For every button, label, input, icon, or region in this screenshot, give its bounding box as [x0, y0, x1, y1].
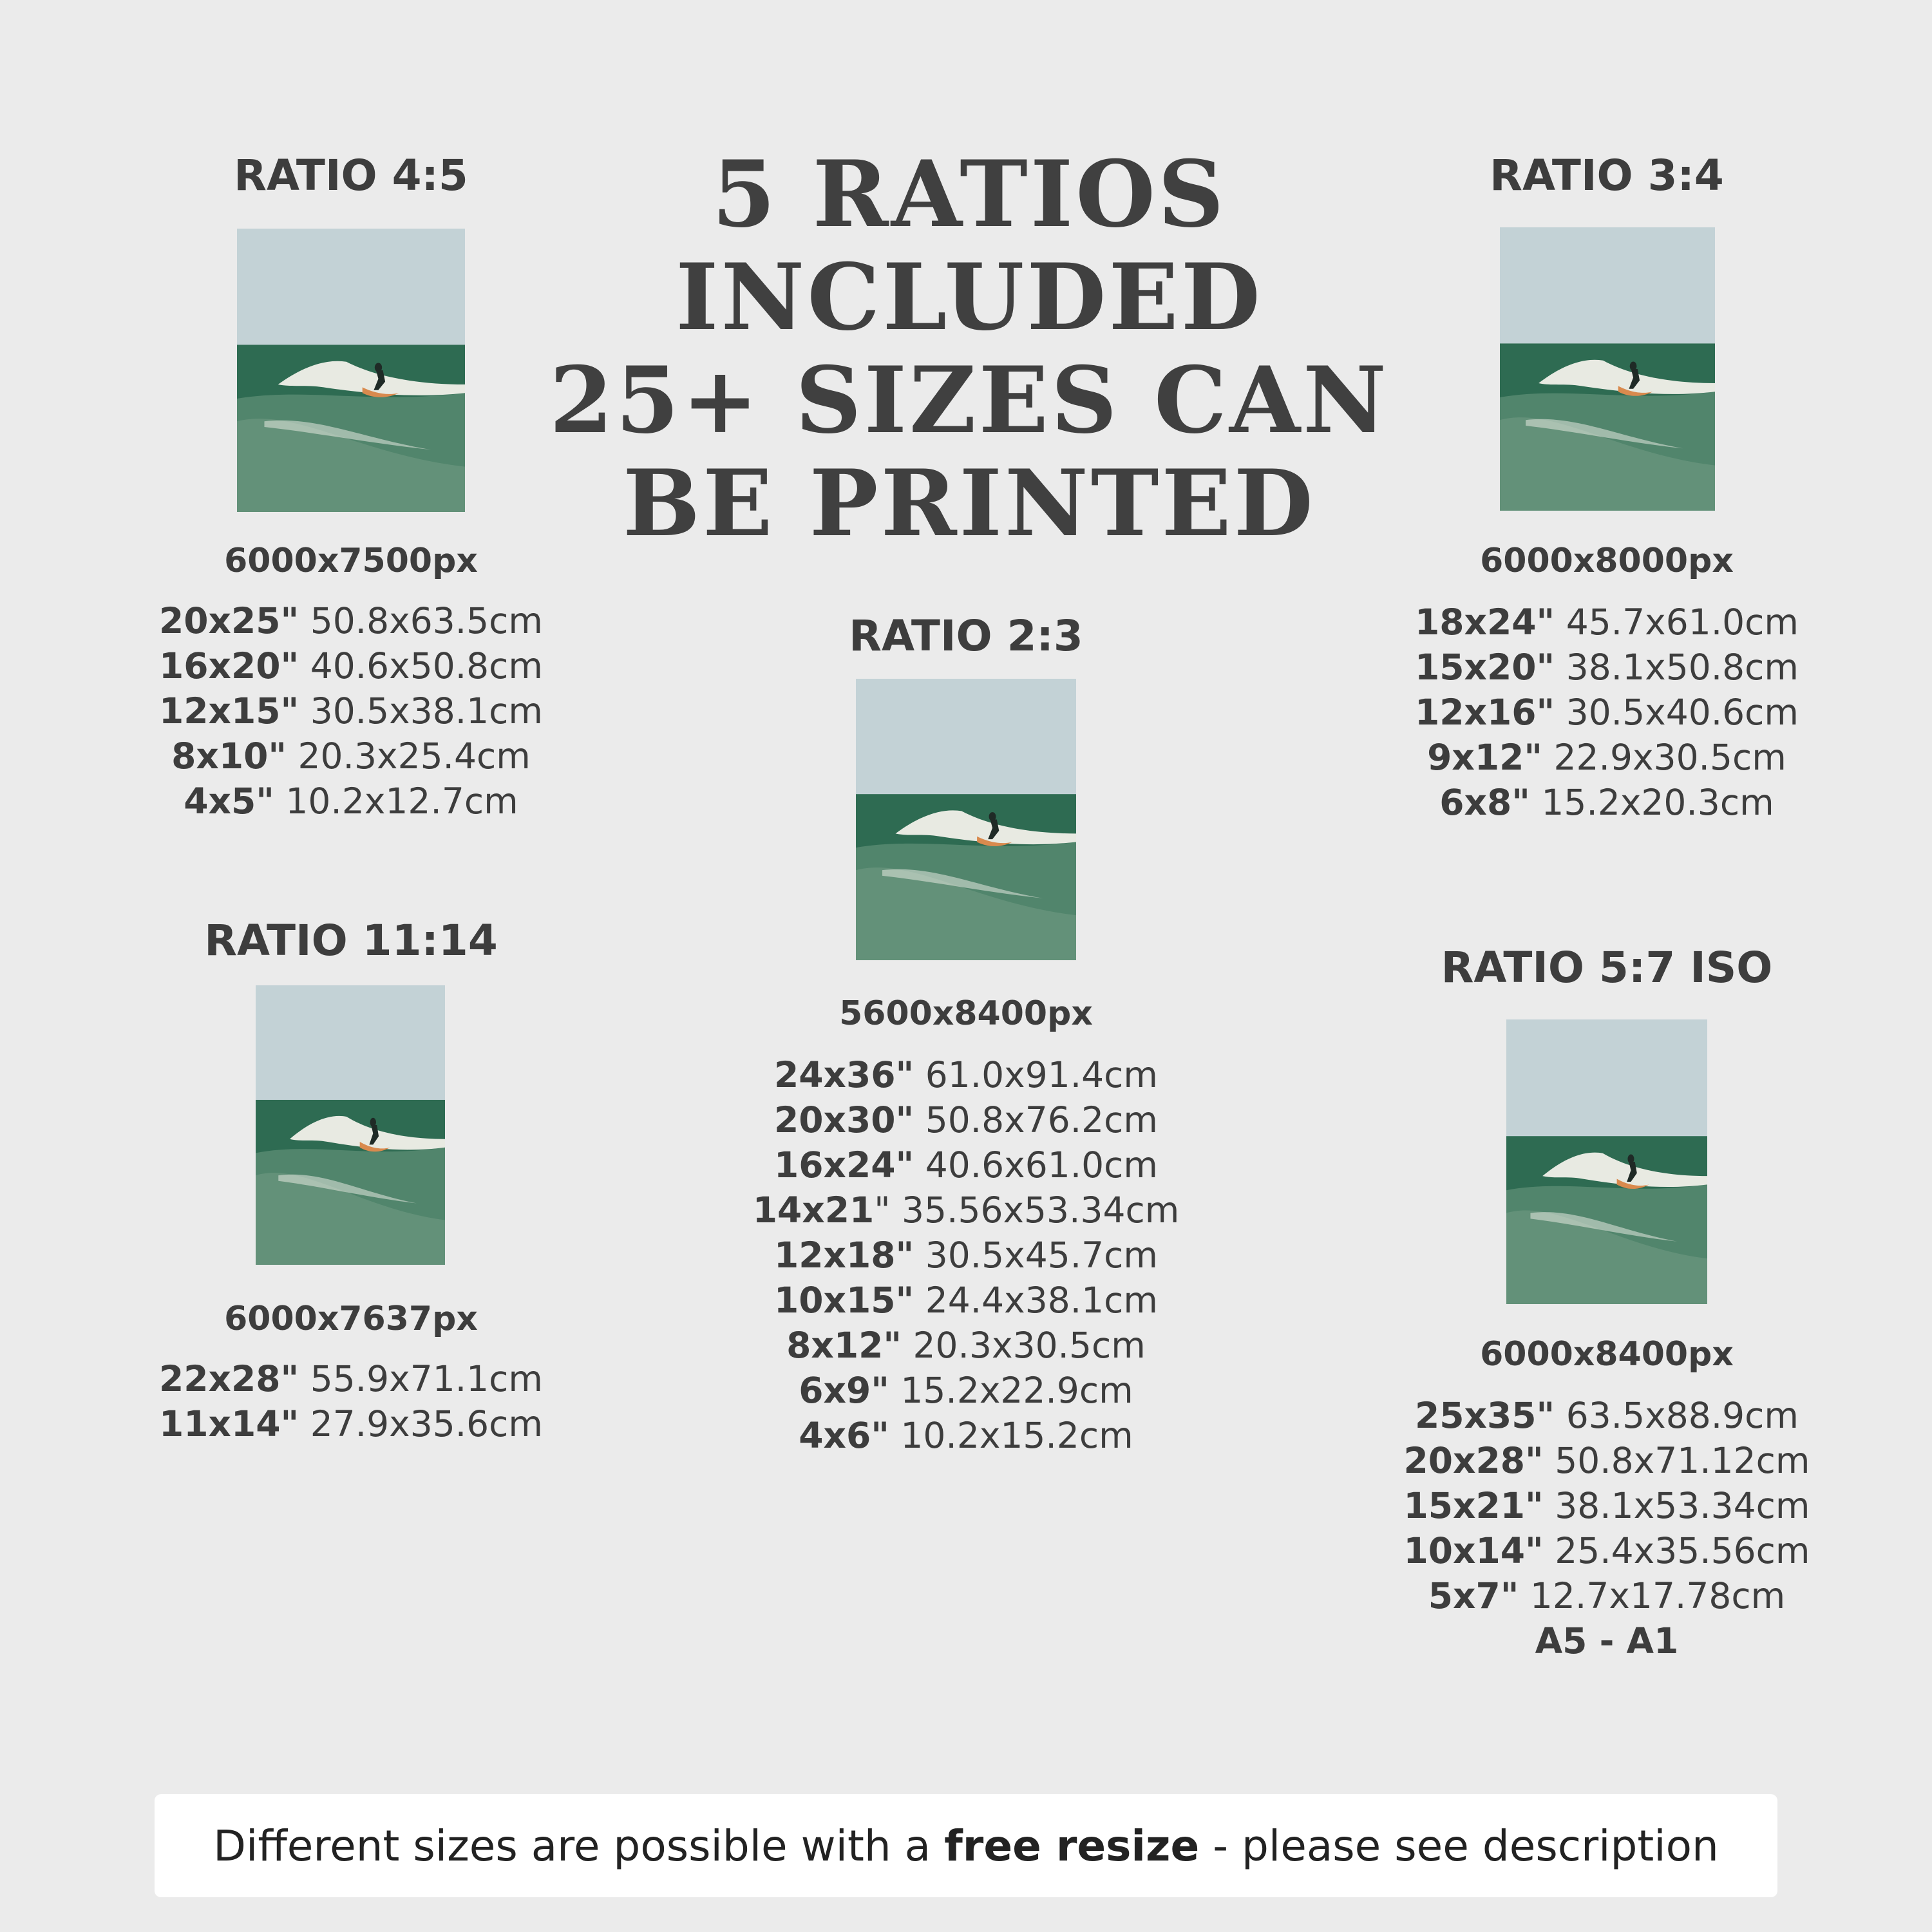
- size-cm: 63.5x88.9cm: [1555, 1395, 1799, 1436]
- ratio-title: RATIO 3:4: [1490, 151, 1724, 200]
- size-cm: 20.3x30.5cm: [902, 1325, 1146, 1366]
- size-cm: 55.9x71.1cm: [299, 1358, 543, 1399]
- size-inches: 20x25": [159, 600, 299, 641]
- headline: [528, 143, 1410, 555]
- size-cm: 40.6x61.0cm: [914, 1144, 1158, 1186]
- pixel-dimensions: 6000x8000px: [1480, 542, 1734, 580]
- size-inches: 4x6": [799, 1415, 889, 1456]
- size-row: [1365, 780, 1848, 825]
- artwork-preview: [1500, 227, 1715, 511]
- size-cm: 22.9x30.5cm: [1542, 737, 1786, 778]
- footer-text-bold: free resize: [944, 1821, 1200, 1871]
- size-inches: 11x14": [159, 1403, 299, 1444]
- size-cm: 10.2x15.2cm: [889, 1415, 1133, 1456]
- size-row: [109, 779, 592, 824]
- size-inches: 20x28": [1403, 1440, 1544, 1481]
- artwork-preview: [1506, 1019, 1707, 1304]
- artwork-preview: [856, 679, 1076, 960]
- size-row: [724, 1323, 1208, 1368]
- size-row: [1365, 645, 1848, 690]
- ratio-title: RATIO 4:5: [234, 151, 468, 200]
- size-inches: 16x24": [774, 1144, 914, 1186]
- headline-line: BE PRINTED: [623, 450, 1316, 557]
- ratio-3-4-section: [1365, 151, 1848, 200]
- ratio-title: RATIO 2:3: [849, 611, 1083, 661]
- footer-text-before: Different sizes are possible with a: [213, 1821, 945, 1871]
- size-list: [1365, 1393, 1848, 1663]
- size-inches: 12x18": [774, 1235, 914, 1276]
- headline-line: INCLUDED: [676, 244, 1263, 351]
- size-row: [109, 688, 592, 734]
- size-row: [109, 643, 592, 688]
- size-cm: 10.2x12.7cm: [274, 781, 518, 822]
- ratio-5-7-details: [1365, 1335, 1848, 1663]
- artwork-preview: [237, 229, 465, 512]
- size-inches: 10x15": [774, 1280, 914, 1321]
- size-inches: 8x10": [171, 735, 287, 777]
- size-cm: 27.9x35.6cm: [299, 1403, 543, 1444]
- size-inches: 5x7": [1428, 1575, 1519, 1616]
- headline-line: 5 RATIOS: [712, 141, 1227, 248]
- pixel-dimensions: 6000x7637px: [224, 1300, 478, 1338]
- size-inches: 9x12": [1427, 737, 1543, 778]
- size-inches: 12x16": [1415, 692, 1555, 733]
- size-inches: 14x21: [752, 1189, 875, 1231]
- size-row: [724, 1278, 1208, 1323]
- size-inches: 6x8": [1439, 782, 1530, 823]
- size-row: [1365, 1573, 1848, 1618]
- size-inches: 22x28": [159, 1358, 299, 1399]
- size-inches: 25x35": [1415, 1395, 1555, 1436]
- size-cm: 30.5x38.1cm: [299, 690, 543, 732]
- iso-range: A5 - A1: [1535, 1620, 1679, 1662]
- size-row: [1365, 690, 1848, 735]
- size-cm: 38.1x53.34cm: [1543, 1485, 1810, 1526]
- ratio-3-4-details: [1365, 544, 1848, 825]
- surf-artwork: [237, 229, 465, 512]
- size-cm: " 35.56x53.34cm: [874, 1189, 1180, 1231]
- size-list: [109, 1356, 592, 1446]
- size-cm: 45.7x61.0cm: [1555, 601, 1799, 643]
- size-row: [109, 1356, 592, 1401]
- size-cm: 50.8x71.12cm: [1543, 1440, 1810, 1481]
- size-list: [724, 1052, 1208, 1458]
- size-cm: 61.0x91.4cm: [914, 1054, 1158, 1095]
- ratio-2-3-details: [724, 994, 1208, 1458]
- footer-text-after: - please see description: [1199, 1821, 1719, 1871]
- size-cm: 12.7x17.78cm: [1519, 1575, 1786, 1616]
- size-inches: 20x30": [774, 1099, 914, 1141]
- size-row: [724, 1233, 1208, 1278]
- surf-artwork: [1506, 1019, 1707, 1304]
- ratio-4-5-details: [109, 544, 592, 824]
- size-cm: 20.3x25.4cm: [287, 735, 531, 777]
- size-row: [1365, 1483, 1848, 1528]
- size-row: [1365, 1393, 1848, 1438]
- ratio-title: RATIO 5:7 ISO: [1441, 943, 1773, 992]
- surf-artwork: [256, 985, 445, 1265]
- size-row: [109, 598, 592, 643]
- size-list: [1365, 600, 1848, 825]
- ratio-5-7-section: [1365, 943, 1848, 992]
- size-inches: 6x9": [799, 1370, 889, 1411]
- size-row: [724, 1188, 1208, 1233]
- headline-line: 25+ SIZES CAN: [549, 347, 1389, 454]
- size-cm: 25.4x35.56cm: [1543, 1530, 1810, 1571]
- pixel-dimensions: 5600x8400px: [839, 994, 1093, 1033]
- size-row: [1365, 1528, 1848, 1573]
- size-inches: 18x24": [1415, 601, 1555, 643]
- size-row: [109, 1401, 592, 1446]
- pixel-dimensions: 6000x7500px: [224, 542, 478, 580]
- size-row: [1365, 600, 1848, 645]
- size-list: [109, 598, 592, 824]
- size-inches: 12x15": [159, 690, 299, 732]
- size-row: [724, 1097, 1208, 1142]
- free-resize-banner: [155, 1794, 1777, 1897]
- size-cm: 15.2x22.9cm: [889, 1370, 1133, 1411]
- size-row: [109, 734, 592, 779]
- ratio-title: RATIO 11:14: [204, 916, 498, 965]
- size-inches: 8x12": [786, 1325, 902, 1366]
- size-inches: 4x5": [184, 781, 274, 822]
- size-inches: 10x14": [1403, 1530, 1544, 1571]
- size-row: [724, 1413, 1208, 1458]
- pixel-dimensions: 6000x8400px: [1480, 1335, 1734, 1374]
- size-inches: 15x20": [1415, 647, 1555, 688]
- size-row: [724, 1142, 1208, 1188]
- size-inches: 15x21": [1403, 1485, 1544, 1526]
- size-row: [724, 1052, 1208, 1097]
- size-cm: 30.5x45.7cm: [914, 1235, 1158, 1276]
- ratio-11-14-details: [109, 1302, 592, 1446]
- ratio-4-5-section: [109, 151, 592, 200]
- size-cm: 50.8x63.5cm: [299, 600, 543, 641]
- size-cm: 15.2x20.3cm: [1530, 782, 1774, 823]
- size-cm: 40.6x50.8cm: [299, 645, 543, 687]
- size-row: [724, 1368, 1208, 1413]
- artwork-preview: [256, 985, 445, 1265]
- size-cm: 30.5x40.6cm: [1555, 692, 1799, 733]
- size-row: [1365, 1618, 1848, 1663]
- size-inches: 24x36": [774, 1054, 914, 1095]
- ratio-2-3-section: [724, 611, 1208, 661]
- size-row: [1365, 735, 1848, 780]
- size-row: [1365, 1438, 1848, 1483]
- size-cm: 50.8x76.2cm: [914, 1099, 1158, 1141]
- size-inches: 16x20": [159, 645, 299, 687]
- size-cm: 24.4x38.1cm: [914, 1280, 1158, 1321]
- ratio-11-14-section: [109, 916, 592, 965]
- surf-artwork: [1500, 227, 1715, 511]
- size-cm: 38.1x50.8cm: [1555, 647, 1799, 688]
- surf-artwork: [856, 679, 1076, 960]
